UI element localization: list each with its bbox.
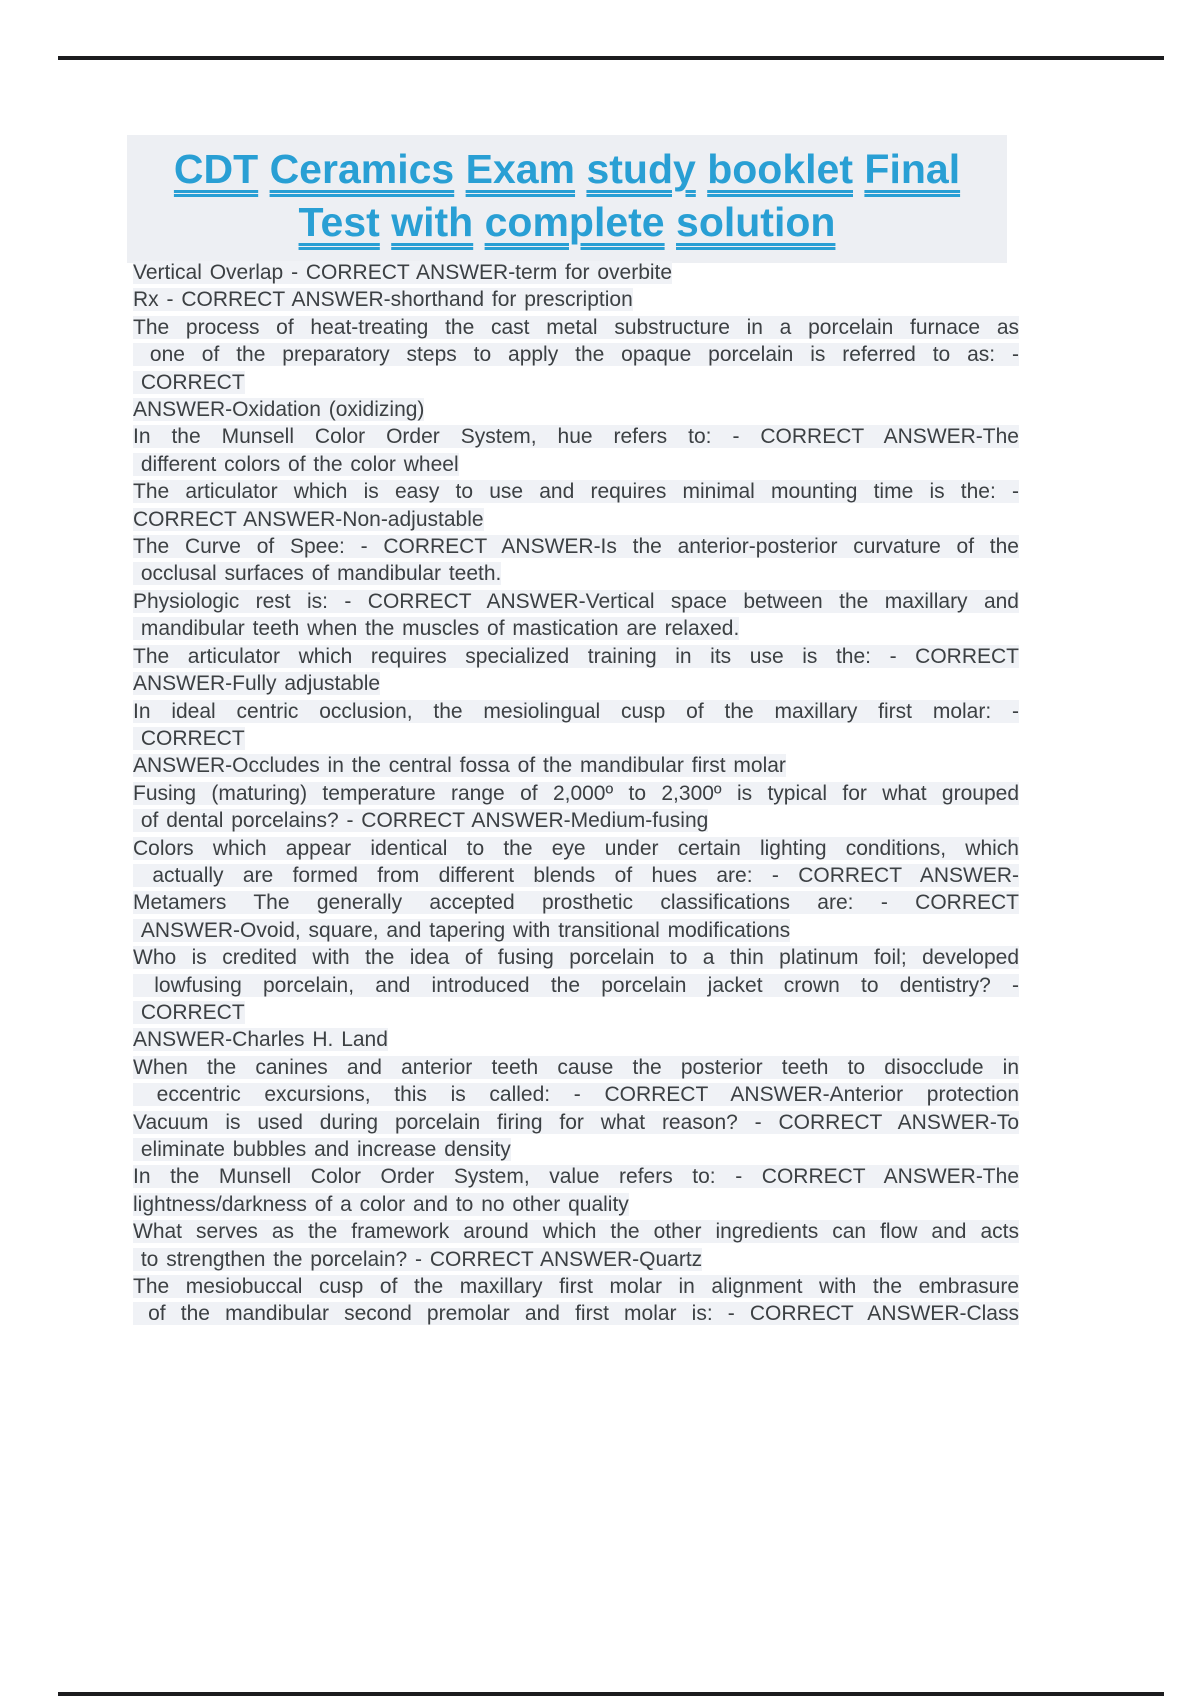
text-line — [133, 862, 1019, 889]
text-line — [133, 1136, 1019, 1163]
body-text — [133, 259, 1019, 1328]
title-word: with — [391, 199, 474, 245]
title-word: Test — [298, 199, 380, 245]
text-line-content: Vacuum is used during porcelain firing for what reason? - CORRECT ANSWER-To — [133, 1110, 1019, 1134]
text-line-content: Who is credited with the idea of fusing porcelain to a thin platinum foil; developed — [133, 946, 1019, 970]
text-line — [133, 314, 1019, 341]
text-line — [133, 478, 1019, 505]
text-line-content: lowfusing porcelain, and introduced the porcelain jacket crown to dentistry? - — [133, 973, 1019, 997]
text-line — [133, 835, 1019, 862]
text-line — [133, 944, 1019, 971]
text-line-content: The articulator which requires specialized training in its use is the: - CORRECT — [133, 644, 1019, 668]
document-title — [127, 143, 1007, 249]
text-line-content: In the Munsell Color Order System, hue refers to: - CORRECT ANSWER-The — [133, 425, 1019, 449]
text-line-content: of dental porcelains? - CORRECT ANSWER-Medium-fusing — [133, 809, 709, 833]
text-line-content: lightness/darkness of a color and to no other quality — [133, 1192, 629, 1216]
text-line-content: CORRECT ANSWER-Non-adjustable — [133, 507, 484, 531]
text-line-content: ANSWER-Occludes in the central fossa of the mandibular first molar — [133, 754, 786, 778]
text-line — [133, 1109, 1019, 1136]
text-line — [133, 725, 1019, 752]
text-line-content: occlusal surfaces of mandibular teeth. — [133, 562, 502, 586]
text-line — [133, 1191, 1019, 1218]
text-line — [133, 588, 1019, 615]
title-word: complete — [484, 199, 665, 245]
bottom-rule — [58, 1692, 1164, 1696]
title-word: solution — [676, 199, 836, 245]
text-line-content: different colors of the color wheel — [133, 452, 459, 476]
title-block — [127, 135, 1007, 263]
text-line — [133, 396, 1019, 423]
text-line-content: Fusing (maturing) temperature range of 2,000º to 2,300º is typical for what grouped — [133, 781, 1019, 805]
text-line-content: When the canines and anterior teeth cause the posterior teeth to disocclude in — [133, 1055, 1019, 1079]
text-line-content: ANSWER-Ovoid, square, and tapering with transitional modifications — [133, 918, 791, 942]
text-line-content: CORRECT — [133, 1000, 245, 1024]
text-line — [133, 560, 1019, 587]
top-rule — [58, 56, 1164, 60]
text-line-content: Physiologic rest is: - CORRECT ANSWER-Vertical space between the maxillary and — [133, 589, 1019, 613]
text-line-content: Vertical Overlap - CORRECT ANSWER-term for overbite — [133, 261, 673, 284]
title-word: Exam — [465, 146, 576, 192]
text-line — [133, 1273, 1019, 1300]
text-line — [133, 533, 1019, 560]
text-line — [133, 286, 1019, 313]
text-line — [133, 451, 1019, 478]
text-line-content: Colors which appear identical to the eye under certain lighting conditions, which — [133, 836, 1019, 860]
text-line — [133, 1300, 1019, 1327]
text-line — [133, 972, 1019, 999]
text-line-content: one of the preparatory steps to apply the opaque porcelain is referred to as: - — [133, 343, 1019, 367]
text-line-content: actually are formed from different blends of hues are: - CORRECT ANSWER- — [133, 863, 1019, 887]
text-line — [133, 423, 1019, 450]
text-line-content: CORRECT — [133, 726, 245, 750]
text-line-content: The Curve of Spee: - CORRECT ANSWER-Is the anterior-posterior curvature of the — [133, 535, 1019, 559]
text-line — [133, 670, 1019, 697]
text-line-content: CORRECT — [133, 370, 245, 394]
text-line — [133, 643, 1019, 670]
text-line-content: mandibular teeth when the muscles of mastication are relaxed. — [133, 617, 740, 641]
text-line — [133, 698, 1019, 725]
text-line — [133, 259, 1019, 286]
text-line — [133, 1054, 1019, 1081]
text-line-content: ANSWER-Charles H. Land — [133, 1028, 388, 1052]
text-line — [133, 752, 1019, 779]
text-line — [133, 369, 1019, 396]
text-line-content: What serves as the framework around which the other ingredients can flow and acts — [133, 1220, 1019, 1244]
text-line — [133, 889, 1019, 916]
title-word: study — [586, 146, 696, 192]
text-line-content: The articulator which is easy to use and requires minimal mounting time is the: - — [133, 480, 1019, 504]
text-line-content: to strengthen the porcelain? - CORRECT ANSWER-Quartz — [133, 1247, 703, 1271]
text-line-content: ANSWER-Fully adjustable — [133, 672, 381, 696]
text-line — [133, 615, 1019, 642]
text-line — [133, 1218, 1019, 1245]
text-line — [133, 917, 1019, 944]
text-line — [133, 341, 1019, 368]
title-word: CDT — [173, 146, 259, 192]
text-line-content: of the mandibular second premolar and first molar is: - CORRECT ANSWER-Class — [133, 1302, 1019, 1326]
text-line — [133, 780, 1019, 807]
text-line — [133, 1081, 1019, 1108]
text-line — [133, 506, 1019, 533]
title-word: Final — [864, 146, 961, 192]
text-line — [133, 1246, 1019, 1273]
text-line — [133, 1026, 1019, 1053]
text-line-content: Rx - CORRECT ANSWER-shorthand for prescription — [133, 288, 633, 312]
text-line-content: In the Munsell Color Order System, value refers to: - CORRECT ANSWER-The — [133, 1165, 1019, 1189]
text-line-content: eliminate bubbles and increase density — [133, 1138, 511, 1161]
text-line-content: The mesiobuccal cusp of the maxillary first molar in alignment with the embrasure — [133, 1275, 1019, 1299]
title-line — [127, 143, 1007, 196]
title-line — [127, 196, 1007, 249]
text-line — [133, 1163, 1019, 1190]
title-word: Ceramics — [269, 146, 455, 192]
title-word: booklet — [707, 146, 853, 192]
text-line-content: eccentric excursions, this is called: - CORRECT ANSWER-Anterior protection — [133, 1083, 1019, 1107]
text-line-content: The process of heat-treating the cast metal substructure in a porcelain furnace as — [133, 315, 1019, 339]
text-line-content: ANSWER-Oxidation (oxidizing) — [133, 398, 425, 422]
text-line — [133, 807, 1019, 834]
text-line-content: Metamers The generally accepted prosthetic classifications are: - CORRECT — [133, 891, 1019, 915]
text-line — [133, 999, 1019, 1026]
text-line-content: In ideal centric occlusion, the mesiolingual cusp of the maxillary first molar: - — [133, 699, 1019, 723]
